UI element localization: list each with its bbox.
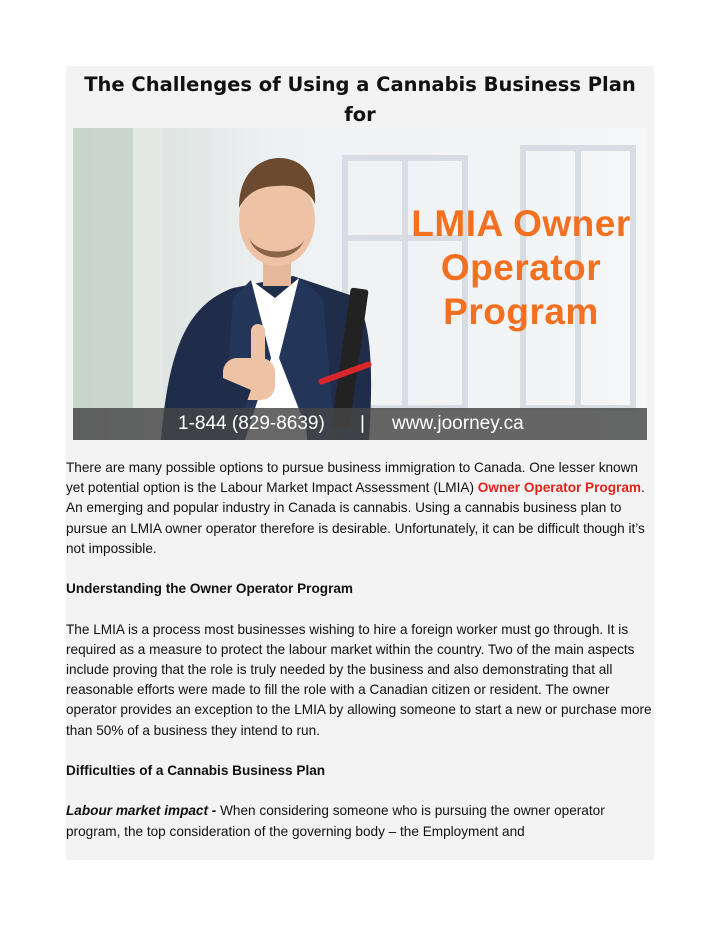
hero-headline-line-1: LMIA Owner: [411, 203, 631, 244]
document-page: [66, 66, 654, 860]
website-link[interactable]: www.joorney.ca: [392, 413, 524, 434]
contact-bar: [73, 408, 647, 440]
section-heading-understanding: Understanding the Owner Operator Program: [66, 581, 354, 597]
article-body: [66, 458, 654, 862]
hero-headline: [411, 202, 631, 334]
understanding-paragraph: The LMIA is a process most businesses wishing to hire a foreign worker must go through. It is required as a measure to protect the labour market within the country. Two of the main aspects include proving that the role is truly needed by the business and also demonstrating that all reasonable efforts were made to fill the role with a Canadian citizen or resident. The owner operator provides an exception to the LMIA by allowing someone to start a new or purchase more than 50% of a business they intend to run.: [66, 621, 652, 738]
section-heading-difficulties: Difficulties of a Cannabis Business Plan: [66, 763, 326, 778]
hero-banner: [73, 128, 647, 440]
hero-headline-line-2: Operator: [440, 247, 602, 288]
labour-market-paragraph: [66, 801, 654, 841]
intro-text-after: . An emerging and popular industry in Canada is cannabis. Using a cannabis business plan to pursue an LMIA owner operator therefore is desirable. Unfortunately, it can be difficult though it’s not impossible.: [66, 480, 645, 556]
labour-market-text: When considering someone who is pursuing the owner operator program, the top consideration of the governing body – the Employment and: [66, 803, 605, 839]
labour-market-lead: Labour market impact -: [66, 803, 217, 819]
intro-paragraph: [66, 458, 654, 559]
hero-headline-line-3: Program: [443, 291, 599, 332]
owner-operator-program-link[interactable]: Owner Operator Program: [477, 480, 641, 496]
phone-number[interactable]: 1-844 (829-8639): [178, 413, 325, 434]
intro-text-before: There are many possible options to pursue business immigration to Canada. One lesser known yet potential option is the Labour Market Impact Assessment (LMIA): [66, 460, 638, 496]
contact-separator: |: [360, 413, 365, 434]
title-line-1: The Challenges of Using a Cannabis Business Plan for: [84, 73, 636, 126]
